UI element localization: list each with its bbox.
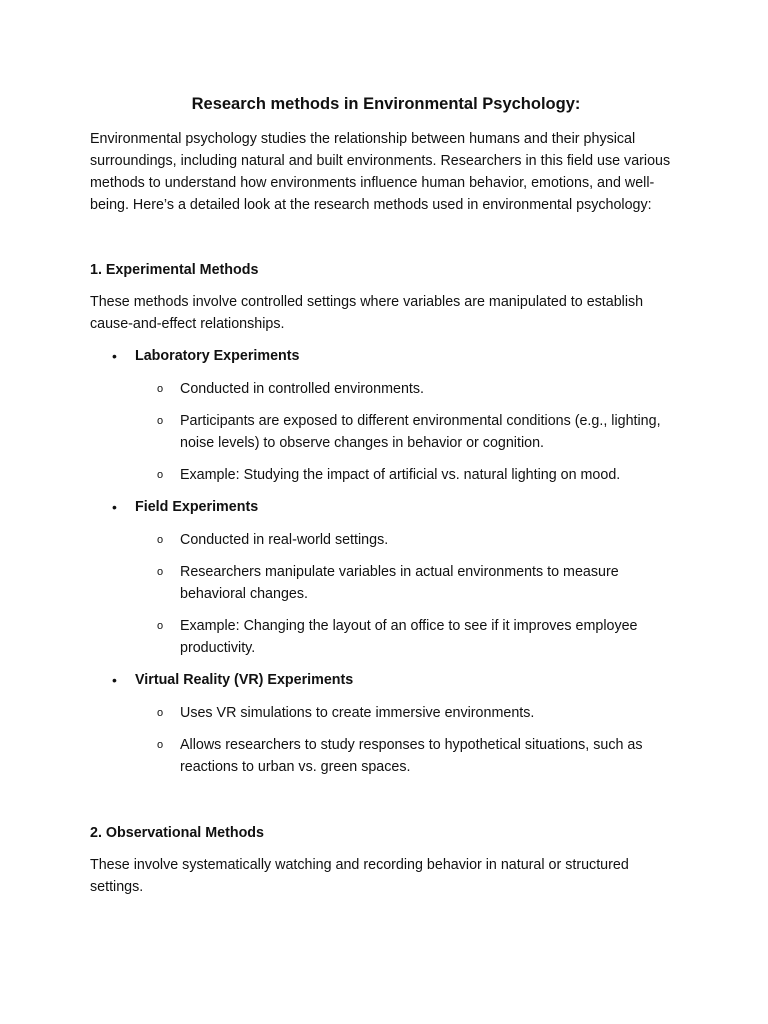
bullet-dot-icon: • [112,499,117,515]
circle-bullet-icon: o [157,739,164,751]
section-heading: 2. Observational Methods [90,825,264,841]
list-item [135,734,682,778]
list-item-text: Conducted in controlled environments. [180,381,424,397]
section-heading: 1. Experimental Methods [90,262,259,278]
list-item-text: Allows researchers to study responses to hypothetical situations, such as reactions to urban vs. green spaces. [180,737,643,775]
list-item [135,378,682,400]
list-item-text: Participants are exposed to different environmental conditions (e.g., lighting, noise levels) to observe changes in behavior or cognition. [180,413,661,451]
circle-bullet-icon: o [157,620,164,632]
list-item [135,410,682,454]
list-item-text: Example: Studying the impact of artificial vs. natural lighting on mood. [180,467,621,483]
circle-bullet-icon: o [157,415,164,427]
circle-bullet-icon: o [157,566,164,578]
list-item-text: Example: Changing the layout of an office to see if it improves employee productivity. [180,618,638,656]
bullet-label: Virtual Reality (VR) Experiments [135,672,354,688]
bullet-item-laboratory-experiments [90,345,682,486]
bullet-list [90,345,682,778]
sub-list [135,378,682,486]
circle-bullet-icon: o [157,707,164,719]
document-page [90,92,682,908]
bullet-label: Laboratory Experiments [135,348,300,364]
circle-bullet-icon: o [157,383,164,395]
bullet-dot-icon: • [112,672,117,688]
list-item [135,561,682,605]
section-intro: These involve systematically watching and recording behavior in natural or structured settings. [90,857,629,895]
sub-list [135,702,682,778]
intro-paragraph: Environmental psychology studies the relationship between humans and their physical surroundings, including natural and built environments. Researchers in this field use various methods to understand how environments influence human behavior, emotions, and well-being. Here’s a detailed look at the research methods used in environmental psychology: [90,131,671,213]
list-item [135,615,682,659]
document-title: Research methods in Environmental Psychology: [191,95,581,113]
section-spacer [90,788,682,822]
list-item-text: Researchers manipulate variables in actual environments to measure behavioral changes. [180,564,619,602]
section-intro: These methods involve controlled settings where variables are manipulated to establish cause-and-effect relationships. [90,294,644,332]
circle-bullet-icon: o [157,469,164,481]
bullet-item-vr-experiments [90,669,682,778]
bullet-dot-icon: • [112,348,117,364]
list-item [135,529,682,551]
list-item-text: Uses VR simulations to create immersive environments. [180,705,535,721]
list-item [135,464,682,486]
sub-list [135,529,682,659]
list-item [135,702,682,724]
section-experimental-methods [90,259,682,778]
section-observational-methods [90,822,682,898]
circle-bullet-icon: o [157,534,164,546]
list-item-text: Conducted in real-world settings. [180,532,389,548]
bullet-item-field-experiments [90,496,682,659]
bullet-label: Field Experiments [135,499,259,515]
